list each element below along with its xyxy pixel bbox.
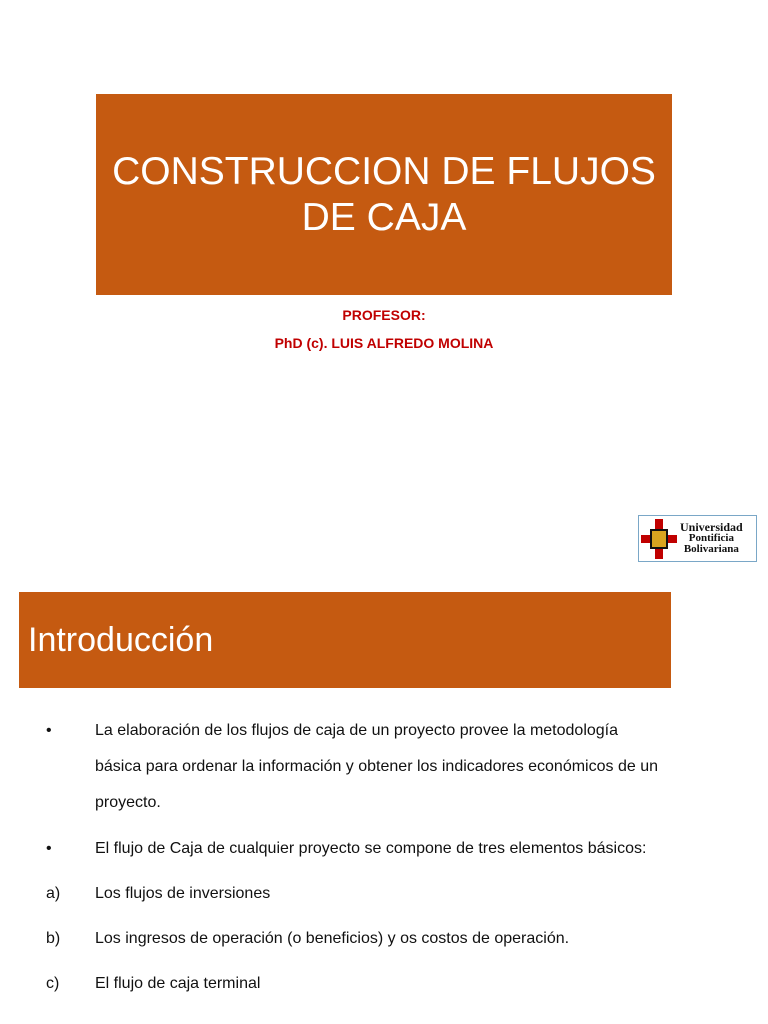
professor-label: PROFESOR: [342,307,426,323]
list-item-line: El flujo de caja terminal [95,975,261,992]
title-banner [96,94,672,295]
list-marker: c) [46,975,60,992]
list-marker: b) [46,930,61,947]
logo-line-1: Universidad [680,520,743,534]
intro-heading: Introducción [28,620,214,659]
university-crest-icon [641,519,677,559]
professor-name: PhD (c). LUIS ALFREDO MOLINA [274,335,494,351]
list-item-line: La elaboración de los flujos de caja de un proyecto provee la metodología [95,722,619,739]
logo-wordmark [680,522,743,555]
slide-title: CONSTRUCCION DE FLUJOS DE CAJA [112,149,656,239]
list-item-line: básica para ordenar la información y obtener los indicadores económicos de un [95,758,658,775]
list-marker: a) [46,885,61,902]
list-item-line: proyecto. [95,794,161,811]
list-marker: • [46,722,52,739]
university-logo [638,515,757,562]
list-item-line: Los ingresos de operación (o beneficios) y os costos de operación. [95,930,570,947]
list-item-line: El flujo de Caja de cualquier proyecto se compone de tres elementos básicos: [95,840,647,857]
intro-banner [19,592,671,688]
list-item-line: Los flujos de inversiones [95,885,271,902]
logo-line-3: Bolivariana [683,543,739,555]
logo-line-2: Pontificia [688,532,734,544]
list-marker: • [46,840,52,857]
